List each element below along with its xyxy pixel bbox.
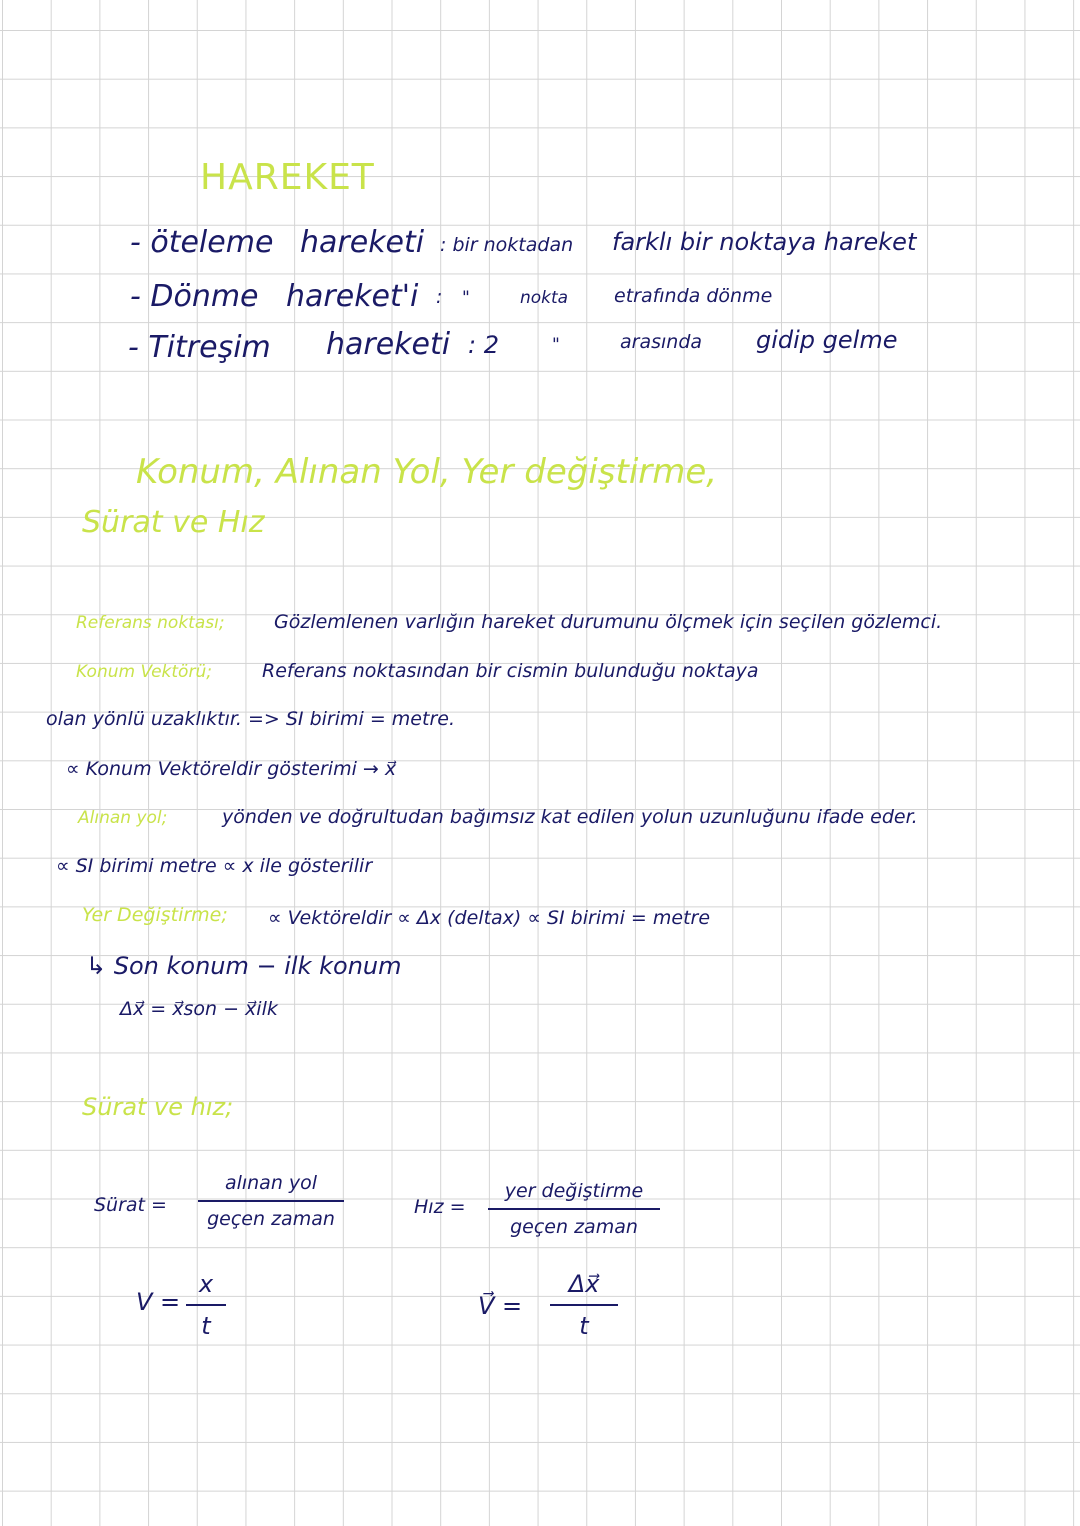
motion-vibration-ditto: " (552, 335, 560, 355)
motion-vibration-word: hareketi (326, 327, 451, 362)
distance-text: yönden ve doğrultudan bağımsız kat edilen yolun uzunluğunu ifade eder. (222, 806, 918, 828)
motion-rotation-ditto: " (462, 288, 470, 308)
displacement-def: ↳ Son konum − ilk konum (86, 952, 402, 980)
motion-vibration-sep: : 2 (468, 331, 499, 359)
velocity-fraction (488, 1180, 660, 1238)
motion-translation-rest: farklı bir noktaya hareket (612, 228, 917, 256)
fraction-bar (186, 1304, 226, 1306)
speed-symbol: V = (136, 1288, 181, 1316)
motion-vibration-rest1: arasında (620, 331, 703, 353)
distance-note: ∝ SI birimi metre ∝ x ile gösterilir (56, 855, 373, 877)
motion-translation-word: hareketi (300, 225, 425, 260)
reference-label: Referans noktası; (76, 613, 225, 633)
velocity-denominator: geçen zaman (510, 1216, 638, 1238)
displacement-formula: Δx⃗ = x⃗son − x⃗ilk (120, 998, 278, 1020)
motion-rotation-rest2: etrafında dönme (614, 285, 773, 307)
motion-rotation-word: hareket'i (286, 279, 419, 314)
speed-symbol-denominator: t (201, 1312, 211, 1340)
velocity-symbol-fraction (550, 1270, 618, 1340)
distance-label: Alınan yol; (78, 808, 168, 828)
position-note: ∝ Konum Vektöreldir gösterimi → x⃗ (66, 758, 397, 780)
speed-denominator: geçen zaman (207, 1208, 335, 1230)
motion-vibration-rest2: gidip gelme (756, 326, 898, 354)
motion-vibration-prefix: - Titreşim (128, 330, 271, 365)
motion-translation-prefix: - öteleme (130, 225, 274, 260)
displacement-label: Yer Değiştirme; (82, 904, 228, 926)
velocity-symbol-numerator: Δx⃗ (568, 1270, 600, 1298)
section-heading-line2: Sürat ve Hız (82, 505, 265, 540)
position-text: Referans noktasından bir cismin bulunduğu noktaya (262, 660, 759, 682)
position-label: Konum Vektörü; (76, 662, 212, 682)
velocity-label: Hız = (414, 1196, 466, 1218)
speed-fraction (198, 1172, 344, 1230)
fraction-bar (488, 1208, 660, 1210)
speed-symbol-fraction (186, 1270, 226, 1340)
speed-label: Sürat = (94, 1194, 167, 1216)
page-title: HAREKET (200, 157, 375, 198)
fraction-bar (550, 1304, 618, 1306)
velocity-numerator: yer değiştirme (504, 1180, 644, 1202)
motion-rotation-prefix: - Dönme (130, 279, 259, 314)
motion-rotation-sep: : (436, 286, 443, 308)
position-text-2: olan yönlü uzaklıktır. => SI birimi = metre. (46, 708, 455, 730)
velocity-symbol: V⃗ = (478, 1292, 523, 1320)
velocity-symbol-denominator: t (579, 1312, 589, 1340)
speed-heading: Sürat ve hız; (82, 1093, 234, 1121)
displacement-text: ∝ Vektöreldir ∝ Δx (deltax) ∝ SI birimi = metre (268, 907, 711, 929)
speed-numerator: alınan yol (224, 1172, 318, 1194)
reference-text: Gözlemlenen varlığın hareket durumunu ölçmek için seçilen gözlemci. (274, 611, 943, 633)
motion-rotation-rest1: nokta (520, 288, 569, 308)
fraction-bar (198, 1200, 344, 1202)
motion-translation-sep: : bir noktadan (440, 234, 574, 256)
section-heading-line1: Konum, Alınan Yol, Yer değiştirme, (136, 452, 718, 492)
speed-symbol-numerator: x (198, 1270, 214, 1298)
